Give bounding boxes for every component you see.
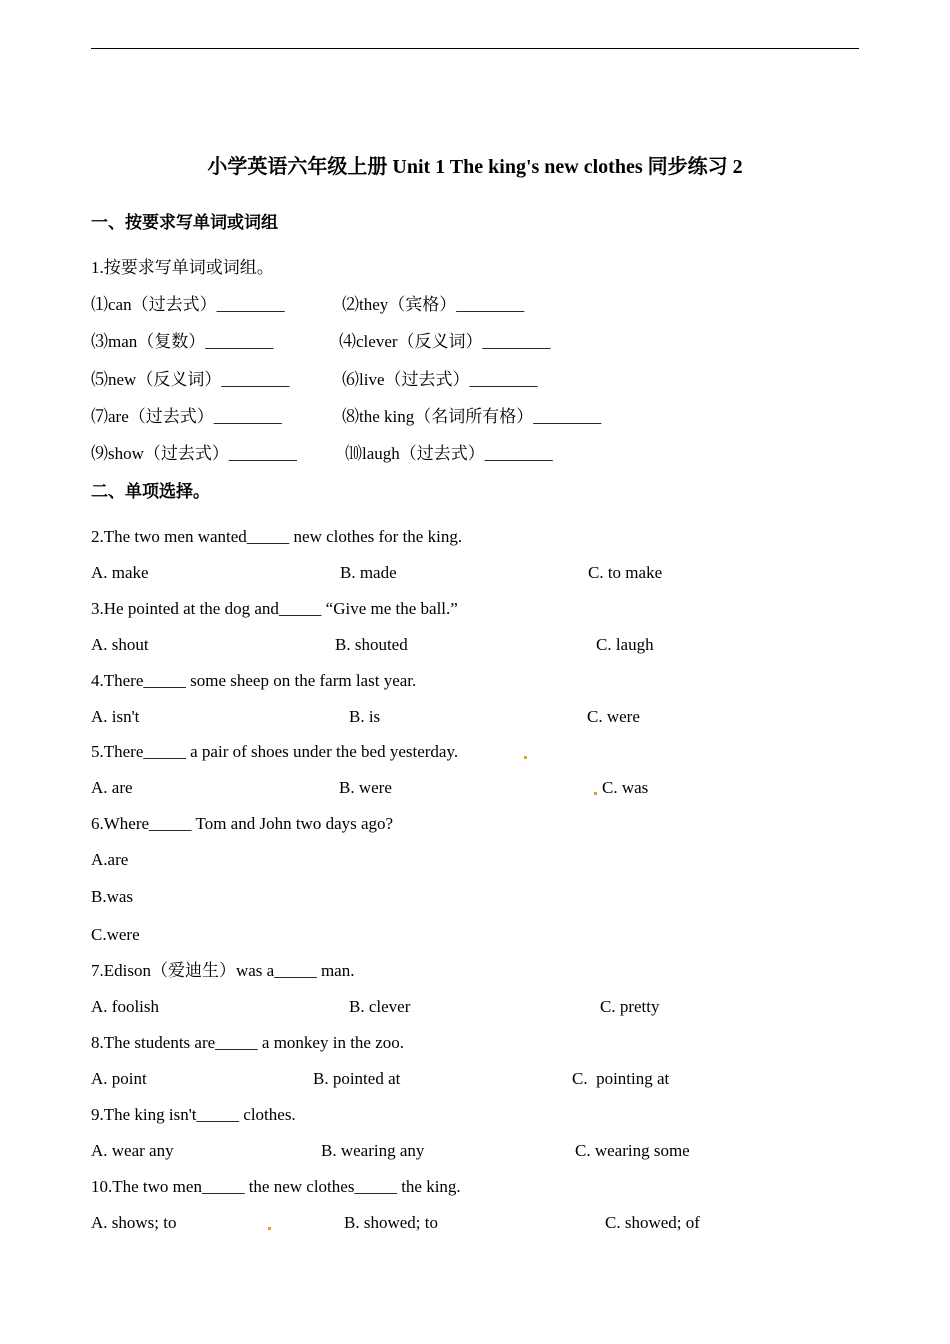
question-2-option-b: B. made (340, 563, 397, 582)
question-9-option-c: C. wearing some (575, 1141, 690, 1160)
question-5-option-b: B. were (339, 778, 392, 797)
question-9-text: 9.The king isn't_____ clothes. (91, 1105, 296, 1124)
word-item-9: ⑼show（过去式）________ (91, 444, 297, 463)
question-5-option-a: A. are (91, 778, 133, 797)
word-item-7: ⑺are（过去式）________ (91, 407, 282, 426)
question-3-option-c: C. laugh (596, 635, 654, 654)
question-4-option-a: A. isn't (91, 707, 140, 726)
question-8-option-b: B. pointed at (313, 1069, 401, 1088)
question-2-option-c: C. to make (588, 563, 663, 582)
word-item-6: ⑹live（过去式）________ (342, 370, 538, 389)
speck-mark (268, 1227, 271, 1230)
question-3-option-b: B. shouted (335, 635, 408, 654)
question-7-option-c: C. pretty (600, 997, 660, 1016)
question-7-text: 7.Edison（爱迪生）was a_____ man. (91, 961, 355, 980)
question-10-text: 10.The two men_____ the new clothes_____ the king. (91, 1177, 461, 1196)
section-1-heading: 一、按要求写单词或词组 (91, 213, 278, 232)
header-rule (91, 48, 859, 49)
question-3-text: 3.He pointed at the dog and_____ “Give me the ball.” (91, 599, 458, 618)
question-6-option-b: B.was (91, 887, 134, 906)
word-item-5: ⑸new（反义词）________ (91, 370, 290, 389)
word-item-8: ⑻the king（名词所有格）________ (342, 407, 602, 426)
question-8-option-a: A. point (91, 1069, 147, 1088)
question-10-option-b: B. showed; to (344, 1213, 438, 1232)
word-item-3: ⑶man（复数）________ (91, 332, 274, 351)
speck-mark (594, 792, 597, 795)
question-2-text: 2.The two men wanted_____ new clothes for the king. (91, 527, 463, 546)
worksheet-title: 小学英语六年级上册 Unit 1 The king's new clothes 同步练习 2 (207, 156, 743, 178)
question-1-prompt: 1.按要求写单词或词组。 (91, 258, 274, 277)
word-item-10: ⑽laugh（过去式）________ (345, 444, 553, 463)
section-2-heading: 二、单项选择。 (91, 482, 210, 501)
question-10-option-c: C. showed; of (605, 1213, 700, 1232)
question-5-option-c: C. was (602, 778, 649, 797)
question-4-text: 4.There_____ some sheep on the farm last year. (91, 671, 417, 690)
question-5-text: 5.There_____ a pair of shoes under the bed yesterday. (91, 742, 459, 761)
question-9-option-b: B. wearing any (321, 1141, 425, 1160)
question-2-option-a: A. make (91, 563, 149, 582)
speck-mark (524, 756, 527, 759)
question-8-text: 8.The students are_____ a monkey in the zoo. (91, 1033, 405, 1052)
question-9-option-a: A. wear any (91, 1141, 174, 1160)
question-4-option-c: C. were (587, 707, 640, 726)
question-6-option-c: C.were (91, 925, 140, 944)
question-4-option-b: B. is (349, 707, 381, 726)
word-item-4: ⑷clever（反义词）________ (339, 332, 551, 351)
question-6-option-a: A.are (91, 850, 129, 869)
question-7-option-b: B. clever (349, 997, 411, 1016)
question-3-option-a: A. shout (91, 635, 149, 654)
word-item-1: ⑴can（过去式）________ (91, 295, 285, 314)
question-6-text: 6.Where_____ Tom and John two days ago? (91, 814, 394, 833)
question-7-option-a: A. foolish (91, 997, 159, 1016)
question-8-option-c: C. pointing at (572, 1069, 670, 1088)
word-item-2: ⑵they（宾格）________ (342, 295, 525, 314)
question-10-option-a: A. shows; to (91, 1213, 177, 1232)
